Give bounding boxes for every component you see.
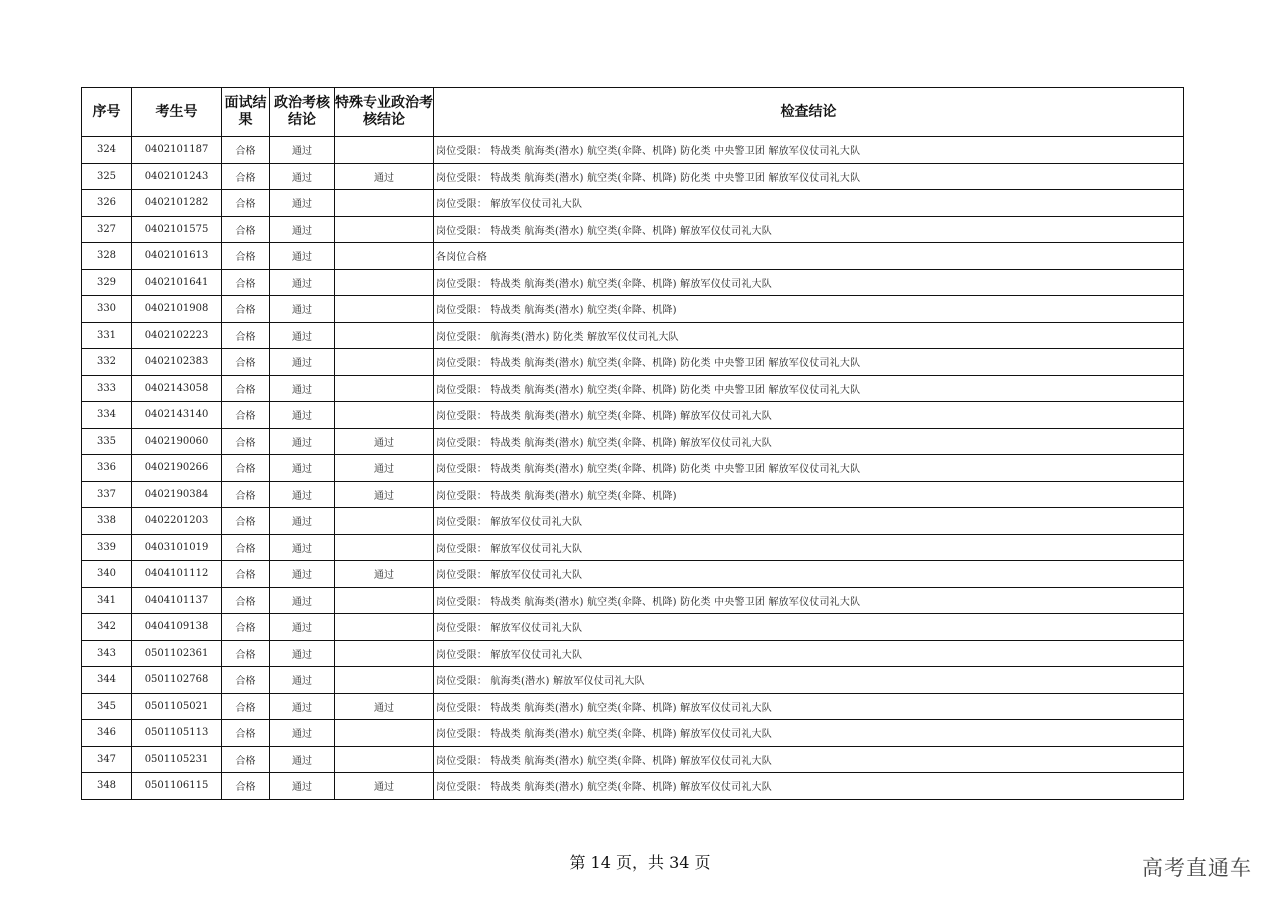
cell-serial-number: 333 (82, 375, 132, 402)
cell-serial-number: 327 (82, 216, 132, 243)
cell-interview-result: 合格 (222, 561, 270, 588)
table-row (82, 243, 1184, 270)
header-check-conclusion: 检查结论 (434, 88, 1184, 137)
cell-check-conclusion: 各岗位合格 (434, 243, 1184, 270)
cell-special-political-review (335, 269, 434, 296)
cell-check-conclusion: 岗位受限： 特战类 航海类(潜水) 航空类(伞降、机降) 防化类 中央警卫团 解放军仪仗司礼大队 (434, 455, 1184, 482)
cell-check-conclusion: 岗位受限： 解放军仪仗司礼大队 (434, 640, 1184, 667)
cell-candidate-number: 0402143058 (132, 375, 222, 402)
cell-check-conclusion: 岗位受限： 特战类 航海类(潜水) 航空类(伞降、机降) 防化类 中央警卫团 解放军仪仗司礼大队 (434, 375, 1184, 402)
cell-special-political-review (335, 190, 434, 217)
table-row (82, 402, 1184, 429)
table-row (82, 296, 1184, 323)
cell-interview-result: 合格 (222, 322, 270, 349)
table-row (82, 508, 1184, 535)
cell-political-review: 通过 (270, 614, 335, 641)
cell-candidate-number: 0403101019 (132, 534, 222, 561)
cell-check-conclusion: 岗位受限： 解放军仪仗司礼大队 (434, 508, 1184, 535)
cell-candidate-number: 0402101187 (132, 137, 222, 164)
cell-serial-number: 342 (82, 614, 132, 641)
cell-candidate-number: 0501106115 (132, 773, 222, 800)
cell-candidate-number: 0402101282 (132, 190, 222, 217)
header-political-review: 政治考核结论 (270, 88, 335, 137)
cell-special-political-review: 通过 (335, 163, 434, 190)
cell-candidate-number: 0501105021 (132, 693, 222, 720)
table-row (82, 216, 1184, 243)
cell-political-review: 通过 (270, 243, 335, 270)
cell-candidate-number: 0402101641 (132, 269, 222, 296)
table-row (82, 693, 1184, 720)
cell-check-conclusion: 岗位受限： 特战类 航海类(潜水) 航空类(伞降、机降) 解放军仪仗司礼大队 (434, 746, 1184, 773)
cell-serial-number: 326 (82, 190, 132, 217)
cell-serial-number: 348 (82, 773, 132, 800)
cell-political-review: 通过 (270, 322, 335, 349)
cell-special-political-review: 通过 (335, 428, 434, 455)
cell-candidate-number: 0402190266 (132, 455, 222, 482)
cell-political-review: 通过 (270, 667, 335, 694)
cell-political-review: 通过 (270, 640, 335, 667)
cell-special-political-review (335, 375, 434, 402)
table-row (82, 190, 1184, 217)
cell-special-political-review (335, 349, 434, 376)
cell-special-political-review (335, 296, 434, 323)
cell-political-review: 通过 (270, 216, 335, 243)
cell-check-conclusion: 岗位受限： 特战类 航海类(潜水) 航空类(伞降、机降) 防化类 中央警卫团 解放军仪仗司礼大队 (434, 587, 1184, 614)
cell-serial-number: 341 (82, 587, 132, 614)
cell-special-political-review (335, 746, 434, 773)
cell-special-political-review: 通过 (335, 455, 434, 482)
cell-serial-number: 324 (82, 137, 132, 164)
cell-serial-number: 339 (82, 534, 132, 561)
table-row (82, 481, 1184, 508)
table-row (82, 428, 1184, 455)
cell-check-conclusion: 岗位受限： 特战类 航海类(潜水) 航空类(伞降、机降) 解放军仪仗司礼大队 (434, 720, 1184, 747)
cell-check-conclusion: 岗位受限： 特战类 航海类(潜水) 航空类(伞降、机降) (434, 296, 1184, 323)
cell-candidate-number: 0402190060 (132, 428, 222, 455)
cell-political-review: 通过 (270, 375, 335, 402)
cell-check-conclusion: 岗位受限： 特战类 航海类(潜水) 航空类(伞降、机降) 解放军仪仗司礼大队 (434, 402, 1184, 429)
cell-candidate-number: 0402143140 (132, 402, 222, 429)
cell-candidate-number: 0402101613 (132, 243, 222, 270)
cell-candidate-number: 0404101112 (132, 561, 222, 588)
cell-interview-result: 合格 (222, 296, 270, 323)
cell-serial-number: 343 (82, 640, 132, 667)
cell-political-review: 通过 (270, 428, 335, 455)
table-body (82, 137, 1184, 800)
cell-political-review: 通过 (270, 163, 335, 190)
cell-political-review: 通过 (270, 455, 335, 482)
cell-political-review: 通过 (270, 508, 335, 535)
cell-check-conclusion: 岗位受限： 航海类(潜水) 防化类 解放军仪仗司礼大队 (434, 322, 1184, 349)
table-row (82, 349, 1184, 376)
cell-special-political-review (335, 243, 434, 270)
cell-political-review: 通过 (270, 190, 335, 217)
cell-political-review: 通过 (270, 720, 335, 747)
cell-serial-number: 336 (82, 455, 132, 482)
cell-special-political-review: 通过 (335, 773, 434, 800)
header-interview-result: 面试结果 (222, 88, 270, 137)
cell-special-political-review (335, 587, 434, 614)
cell-special-political-review (335, 667, 434, 694)
results-table (81, 87, 1184, 800)
cell-interview-result: 合格 (222, 667, 270, 694)
table-row (82, 773, 1184, 800)
cell-check-conclusion: 岗位受限： 特战类 航海类(潜水) 航空类(伞降、机降) (434, 481, 1184, 508)
cell-interview-result: 合格 (222, 455, 270, 482)
cell-interview-result: 合格 (222, 693, 270, 720)
cell-interview-result: 合格 (222, 137, 270, 164)
cell-interview-result: 合格 (222, 481, 270, 508)
cell-candidate-number: 0402102223 (132, 322, 222, 349)
cell-political-review: 通过 (270, 561, 335, 588)
table-row (82, 746, 1184, 773)
cell-serial-number: 332 (82, 349, 132, 376)
header-serial-number: 序号 (82, 88, 132, 137)
cell-interview-result: 合格 (222, 163, 270, 190)
table-row (82, 137, 1184, 164)
table-row (82, 322, 1184, 349)
cell-interview-result: 合格 (222, 190, 270, 217)
cell-serial-number: 331 (82, 322, 132, 349)
cell-check-conclusion: 岗位受限： 特战类 航海类(潜水) 航空类(伞降、机降) 防化类 中央警卫团 解放军仪仗司礼大队 (434, 349, 1184, 376)
cell-serial-number: 335 (82, 428, 132, 455)
table-row (82, 455, 1184, 482)
cell-interview-result: 合格 (222, 773, 270, 800)
cell-special-political-review (335, 534, 434, 561)
cell-special-political-review (335, 508, 434, 535)
cell-interview-result: 合格 (222, 216, 270, 243)
cell-special-political-review (335, 402, 434, 429)
cell-interview-result: 合格 (222, 640, 270, 667)
cell-serial-number: 334 (82, 402, 132, 429)
cell-political-review: 通过 (270, 137, 335, 164)
cell-political-review: 通过 (270, 481, 335, 508)
cell-special-political-review (335, 322, 434, 349)
cell-candidate-number: 0402101243 (132, 163, 222, 190)
cell-serial-number: 340 (82, 561, 132, 588)
cell-check-conclusion: 岗位受限： 特战类 航海类(潜水) 航空类(伞降、机降) 防化类 中央警卫团 解放军仪仗司礼大队 (434, 163, 1184, 190)
cell-special-political-review (335, 216, 434, 243)
cell-candidate-number: 0404101137 (132, 587, 222, 614)
table-row (82, 614, 1184, 641)
cell-check-conclusion: 岗位受限： 特战类 航海类(潜水) 航空类(伞降、机降) 解放军仪仗司礼大队 (434, 693, 1184, 720)
cell-serial-number: 337 (82, 481, 132, 508)
cell-check-conclusion: 岗位受限： 特战类 航海类(潜水) 航空类(伞降、机降) 解放军仪仗司礼大队 (434, 428, 1184, 455)
cell-special-political-review: 通过 (335, 693, 434, 720)
cell-special-political-review (335, 720, 434, 747)
cell-interview-result: 合格 (222, 428, 270, 455)
cell-check-conclusion: 岗位受限： 解放军仪仗司礼大队 (434, 534, 1184, 561)
cell-serial-number: 344 (82, 667, 132, 694)
page-number: 第 14 页，共 34 页 (569, 853, 711, 872)
cell-candidate-number: 0501102768 (132, 667, 222, 694)
cell-check-conclusion: 岗位受限： 特战类 航海类(潜水) 航空类(伞降、机降) 防化类 中央警卫团 解放军仪仗司礼大队 (434, 137, 1184, 164)
table-row (82, 163, 1184, 190)
cell-political-review: 通过 (270, 773, 335, 800)
header-special-political-review: 特殊专业政治考核结论 (335, 88, 434, 137)
table-row (82, 269, 1184, 296)
cell-political-review: 通过 (270, 296, 335, 323)
cell-interview-result: 合格 (222, 587, 270, 614)
cell-serial-number: 345 (82, 693, 132, 720)
cell-political-review: 通过 (270, 587, 335, 614)
cell-special-political-review: 通过 (335, 561, 434, 588)
watermark-logo-text: 高考直通车 (1142, 856, 1252, 880)
cell-interview-result: 合格 (222, 746, 270, 773)
cell-interview-result: 合格 (222, 402, 270, 429)
table-row (82, 640, 1184, 667)
table-row (82, 667, 1184, 694)
cell-candidate-number: 0402201203 (132, 508, 222, 535)
table-header (82, 88, 1184, 137)
table-row (82, 375, 1184, 402)
cell-candidate-number: 0402102383 (132, 349, 222, 376)
cell-interview-result: 合格 (222, 534, 270, 561)
cell-check-conclusion: 岗位受限： 特战类 航海类(潜水) 航空类(伞降、机降) 解放军仪仗司礼大队 (434, 269, 1184, 296)
cell-political-review: 通过 (270, 534, 335, 561)
cell-check-conclusion: 岗位受限： 解放军仪仗司礼大队 (434, 190, 1184, 217)
cell-political-review: 通过 (270, 693, 335, 720)
header-candidate-number: 考生号 (132, 88, 222, 137)
table-row (82, 720, 1184, 747)
header-row (82, 88, 1184, 137)
cell-check-conclusion: 岗位受限： 特战类 航海类(潜水) 航空类(伞降、机降) 解放军仪仗司礼大队 (434, 773, 1184, 800)
cell-candidate-number: 0501102361 (132, 640, 222, 667)
cell-special-political-review: 通过 (335, 481, 434, 508)
cell-interview-result: 合格 (222, 269, 270, 296)
cell-special-political-review (335, 137, 434, 164)
cell-political-review: 通过 (270, 349, 335, 376)
cell-candidate-number: 0404109138 (132, 614, 222, 641)
table-row (82, 587, 1184, 614)
cell-interview-result: 合格 (222, 720, 270, 747)
cell-serial-number: 346 (82, 720, 132, 747)
cell-interview-result: 合格 (222, 375, 270, 402)
cell-serial-number: 325 (82, 163, 132, 190)
cell-candidate-number: 0501105113 (132, 720, 222, 747)
cell-check-conclusion: 岗位受限： 特战类 航海类(潜水) 航空类(伞降、机降) 解放军仪仗司礼大队 (434, 216, 1184, 243)
table-row (82, 534, 1184, 561)
cell-interview-result: 合格 (222, 614, 270, 641)
cell-serial-number: 330 (82, 296, 132, 323)
cell-political-review: 通过 (270, 402, 335, 429)
cell-interview-result: 合格 (222, 349, 270, 376)
cell-serial-number: 329 (82, 269, 132, 296)
cell-check-conclusion: 岗位受限： 航海类(潜水) 解放军仪仗司礼大队 (434, 667, 1184, 694)
cell-political-review: 通过 (270, 746, 335, 773)
cell-candidate-number: 0402101575 (132, 216, 222, 243)
cell-serial-number: 328 (82, 243, 132, 270)
cell-special-political-review (335, 640, 434, 667)
cell-candidate-number: 0402101908 (132, 296, 222, 323)
cell-candidate-number: 0501105231 (132, 746, 222, 773)
cell-serial-number: 347 (82, 746, 132, 773)
cell-interview-result: 合格 (222, 243, 270, 270)
cell-political-review: 通过 (270, 269, 335, 296)
cell-check-conclusion: 岗位受限： 解放军仪仗司礼大队 (434, 614, 1184, 641)
cell-interview-result: 合格 (222, 508, 270, 535)
cell-special-political-review (335, 614, 434, 641)
cell-serial-number: 338 (82, 508, 132, 535)
table-row (82, 561, 1184, 588)
cell-check-conclusion: 岗位受限： 解放军仪仗司礼大队 (434, 561, 1184, 588)
cell-candidate-number: 0402190384 (132, 481, 222, 508)
